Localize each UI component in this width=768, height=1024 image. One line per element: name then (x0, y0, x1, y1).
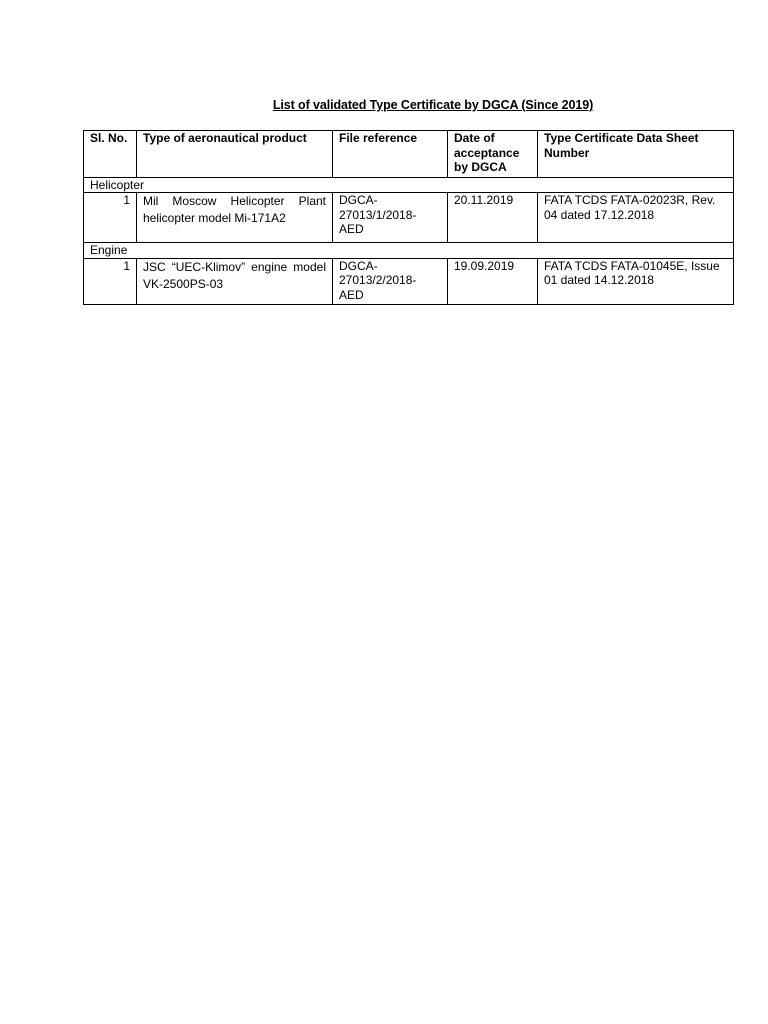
cell-file-reference: DGCA-27013/2/2018-AED (333, 258, 448, 304)
section-label: Helicopter (84, 177, 734, 193)
type-certificate-table (83, 130, 734, 305)
header-sl-no: Sl. No. (84, 131, 137, 178)
header-file-reference: File reference (333, 131, 448, 178)
cell-file-reference: DGCA-27013/1/2018-AED (333, 193, 448, 243)
cell-tcds: FATA TCDS FATA-02023R, Rev. 04 dated 17.12.2018 (538, 193, 734, 243)
header-date-of-acceptance: Date of acceptance by DGCA (448, 131, 538, 178)
cell-product: Mil Moscow Helicopter Plant helicopter model Mi-171A2 (137, 193, 333, 243)
cell-product: JSC “UEC-Klimov” engine model VK-2500PS-03 (137, 258, 333, 304)
page-title: List of validated Type Certificate by DGCA (Since 2019) (272, 98, 594, 112)
section-row-helicopter (84, 177, 734, 193)
table-row (84, 258, 734, 304)
header-tcds-number: Type Certificate Data Sheet Number (538, 131, 734, 178)
cell-sl-no: 1 (84, 193, 137, 243)
cell-date: 19.09.2019 (448, 258, 538, 304)
table-row (84, 193, 734, 243)
cell-date: 20.11.2019 (448, 193, 538, 243)
cell-tcds: FATA TCDS FATA-01045E, Issue 01 dated 14.12.2018 (538, 258, 734, 304)
section-label: Engine (84, 243, 734, 259)
cell-sl-no: 1 (84, 258, 137, 304)
table-header-row (84, 131, 734, 178)
section-row-engine (84, 243, 734, 259)
header-product: Type of aeronautical product (137, 131, 333, 178)
